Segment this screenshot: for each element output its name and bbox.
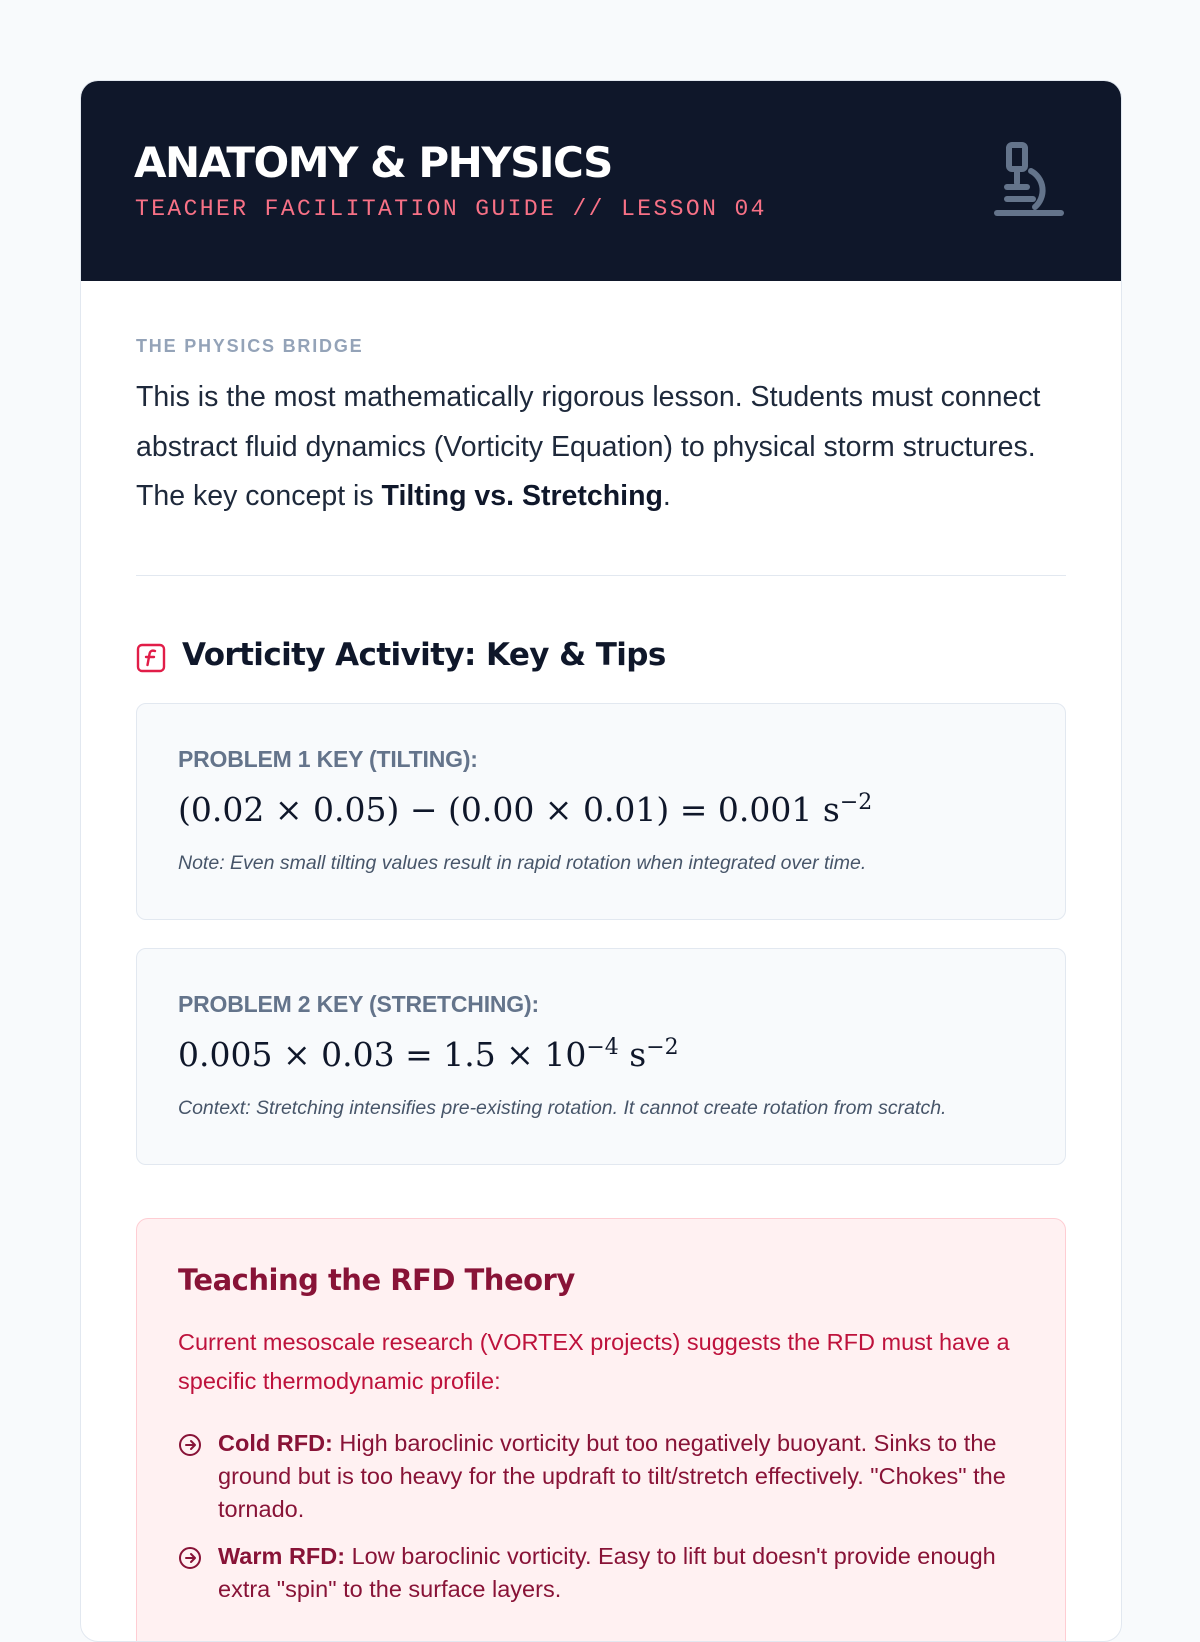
function-icon: [136, 643, 166, 673]
header-banner: [81, 81, 1121, 281]
guide-card: [80, 80, 1122, 1642]
page-subtitle: TEACHER FACILITATION GUIDE // LESSON 04: [135, 196, 767, 222]
problem-2-equation-a: 0.005 × 0.03 = 1.5 × 10: [178, 1035, 587, 1074]
rfd-item-text: Low baroclinic vorticity. Easy to lift but doesn't provide enough extra "spin" to the surface layers.: [218, 1543, 996, 1602]
problem-2-note: Context: Stretching intensifies pre-existing rotation. It cannot create rotation from scratch.: [178, 1097, 947, 1119]
rfd-item-text: High baroclinic vorticity but too negatively buoyant. Sinks to the ground but is too heavy for the updraft to tilt/stretch effectively. "Chokes" the tornado.: [218, 1430, 1006, 1522]
list-item: [178, 1540, 1028, 1606]
problem-2-exponent-b: −2: [646, 1035, 679, 1060]
rfd-intro: Current mesoscale research (VORTEX projects) suggests the RFD must have a specific thermodynamic profile:: [178, 1329, 1010, 1394]
circle-arrow-right-icon: [178, 1433, 202, 1457]
problem-1-label: PROBLEM 1 KEY (TILTING):: [178, 746, 478, 772]
problem-2-key-box: [136, 948, 1066, 1165]
activity-title: Vorticity Activity: Key & Tips: [182, 637, 666, 673]
intro-end: .: [662, 480, 671, 512]
intro-key-concept: Tilting vs. Stretching: [381, 480, 663, 512]
divider: [136, 575, 1066, 576]
rfd-title: Teaching the RFD Theory: [178, 1263, 575, 1297]
problem-1-exponent: −2: [839, 790, 873, 815]
microscope-icon: [993, 141, 1065, 221]
circle-arrow-right-icon: [178, 1546, 202, 1570]
problem-1-equation-body: (0.02 × 0.05) − (0.00 × 0.01) = 0.001 s: [178, 790, 840, 829]
problem-2-label: PROBLEM 2 KEY (STRETCHING):: [178, 991, 539, 1017]
rfd-list: [178, 1427, 1028, 1620]
intro-paragraph: [136, 373, 1066, 522]
rfd-item-label: Warm RFD:: [218, 1543, 346, 1569]
rfd-theory-box: [136, 1218, 1066, 1642]
section-eyebrow: THE PHYSICS BRIDGE: [136, 336, 364, 356]
problem-2-equation: [178, 1035, 679, 1074]
problem-1-note: Note: Even small tilting values result in rapid rotation when integrated over time.: [178, 852, 867, 874]
problem-1-key-box: [136, 703, 1066, 920]
problem-2-exponent-a: −4: [586, 1035, 619, 1060]
rfd-item-label: Cold RFD:: [218, 1430, 333, 1456]
problem-1-equation: [178, 790, 872, 829]
problem-2-equation-b: s: [618, 1035, 647, 1074]
page-title: ANATOMY & PHYSICS: [134, 138, 612, 187]
list-item: [178, 1427, 1028, 1526]
intro-text: This is the most mathematically rigorous lesson. Students must connect abstract fluid dynamics (Vorticity Equation) to physical storm structures. The key concept is: [136, 381, 1041, 512]
